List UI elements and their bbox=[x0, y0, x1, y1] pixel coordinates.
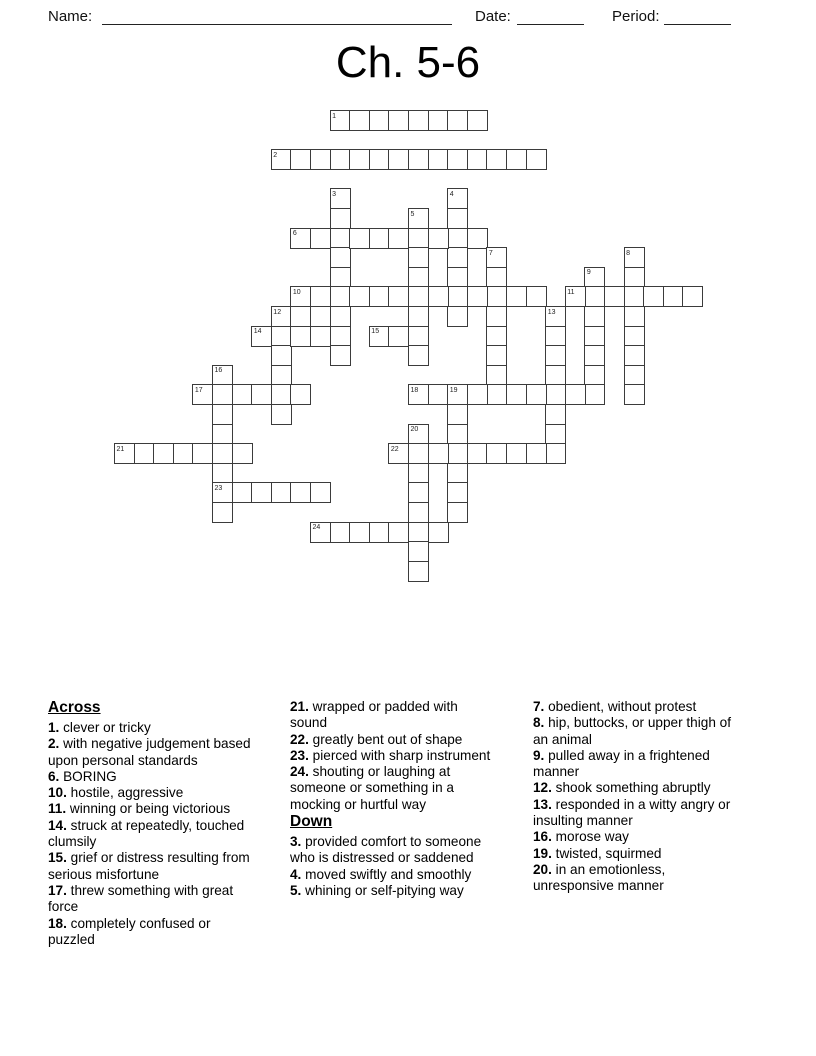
grid-cell[interactable] bbox=[545, 345, 566, 366]
clue-number: 2. bbox=[48, 736, 60, 752]
clue-item: 4. moved swiftly and smoothly bbox=[290, 866, 472, 882]
grid-cell[interactable] bbox=[408, 208, 429, 229]
cell-number: 1 bbox=[332, 112, 336, 120]
grid-cell[interactable] bbox=[486, 326, 507, 347]
clue-number: 4. bbox=[290, 866, 302, 882]
grid-cell[interactable] bbox=[486, 384, 507, 405]
grid-cell[interactable] bbox=[271, 149, 292, 170]
cell-number: 22 bbox=[390, 445, 399, 453]
grid-cell[interactable] bbox=[290, 228, 311, 249]
clue-number: 8. bbox=[533, 715, 545, 731]
clue-item: 12. shook something abruptly bbox=[533, 780, 711, 796]
cell-number: 18 bbox=[410, 386, 419, 394]
clue-number: 20. bbox=[533, 861, 552, 877]
grid-cell[interactable] bbox=[349, 228, 370, 249]
grid-cell[interactable] bbox=[408, 384, 429, 405]
clue-number: 10. bbox=[48, 785, 67, 801]
clue-number: 22. bbox=[290, 731, 309, 747]
grid-cell[interactable] bbox=[271, 404, 292, 425]
clue-item: 8. hip, buttocks, or upper thigh of an animal bbox=[533, 715, 731, 747]
clue-number: 15. bbox=[48, 850, 67, 866]
grid-cell[interactable] bbox=[428, 110, 449, 131]
grid-cell[interactable] bbox=[349, 149, 370, 170]
grid-cell[interactable] bbox=[682, 286, 703, 307]
grid-cell[interactable] bbox=[349, 110, 370, 131]
grid-cell[interactable] bbox=[584, 345, 605, 366]
cell-number: 12 bbox=[273, 308, 282, 316]
grid-cell[interactable] bbox=[428, 443, 449, 464]
clue-item: 19. twisted, squirmed bbox=[533, 845, 662, 861]
grid-cell[interactable] bbox=[428, 286, 449, 307]
clue-number: 11. bbox=[48, 801, 67, 817]
grid-cell[interactable] bbox=[153, 443, 174, 464]
grid-cell[interactable] bbox=[408, 286, 429, 307]
clue-item: 16. morose way bbox=[533, 829, 629, 845]
grid-cell[interactable] bbox=[447, 208, 468, 229]
grid-cell[interactable] bbox=[271, 306, 292, 327]
grid-cell[interactable] bbox=[388, 443, 409, 464]
date-label: Date: bbox=[475, 8, 511, 25]
clue-number: 17. bbox=[48, 882, 67, 898]
grid-cell[interactable] bbox=[212, 365, 233, 386]
grid-cell[interactable] bbox=[271, 326, 292, 347]
grid-cell[interactable] bbox=[428, 522, 449, 543]
clue-item: 7. obedient, without protest bbox=[533, 699, 697, 714]
grid-cell[interactable] bbox=[408, 561, 429, 582]
grid-cell[interactable] bbox=[545, 306, 566, 327]
grid-cell[interactable] bbox=[486, 365, 507, 386]
grid-cell[interactable] bbox=[330, 326, 351, 347]
grid-cell[interactable] bbox=[545, 384, 566, 405]
grid-cell[interactable] bbox=[584, 326, 605, 347]
grid-cell[interactable] bbox=[232, 384, 253, 405]
cell-number: 8 bbox=[626, 249, 630, 257]
clue-number: 18. bbox=[48, 915, 67, 931]
grid-cell[interactable] bbox=[290, 149, 311, 170]
grid-cell[interactable] bbox=[310, 326, 331, 347]
grid-cell[interactable] bbox=[369, 286, 390, 307]
grid-cell[interactable] bbox=[447, 404, 468, 425]
clue-item: 20. in an emotionless, unresponsive manner bbox=[533, 861, 666, 894]
grid-cell[interactable] bbox=[565, 286, 586, 307]
grid-cell[interactable] bbox=[447, 267, 468, 288]
clue-item: 1. clever or tricky bbox=[48, 720, 151, 735]
grid-cell[interactable] bbox=[624, 286, 645, 307]
grid-cell[interactable] bbox=[447, 502, 468, 523]
grid-cell[interactable] bbox=[271, 365, 292, 386]
grid-cell[interactable] bbox=[330, 208, 351, 229]
cell-number: 24 bbox=[312, 524, 321, 532]
grid-cell[interactable] bbox=[271, 384, 292, 405]
cell-number: 11 bbox=[567, 288, 575, 296]
grid-cell[interactable] bbox=[408, 247, 429, 268]
grid-cell[interactable] bbox=[212, 384, 233, 405]
grid-cell[interactable] bbox=[369, 522, 390, 543]
grid-cell[interactable] bbox=[467, 228, 488, 249]
clue-item: 21. wrapped or padded with sound bbox=[290, 699, 458, 731]
grid-cell[interactable] bbox=[408, 424, 429, 445]
clue-item: 18. completely confused or puzzled bbox=[48, 915, 211, 947]
clue-item: 3. provided comfort to someone who is distressed or saddened bbox=[290, 834, 482, 866]
grid-cell[interactable] bbox=[486, 286, 507, 307]
clue-item: 6. BORING bbox=[48, 768, 117, 784]
clue-item: 14. struck at repeatedly, touched clumsily bbox=[48, 817, 245, 850]
grid-cell[interactable] bbox=[467, 110, 488, 131]
name-label: Name: bbox=[48, 8, 93, 25]
clues-column-2 bbox=[290, 699, 491, 899]
across-clues bbox=[48, 720, 256, 948]
down-header: Down bbox=[290, 813, 333, 831]
grid-cell[interactable] bbox=[251, 482, 272, 503]
clue-item: 13. responded in a witty angry or insulting manner bbox=[533, 796, 731, 829]
clue-item: 11. winning or being victorious bbox=[48, 801, 231, 817]
period-label: Period: bbox=[612, 8, 660, 25]
grid-cell[interactable] bbox=[506, 286, 527, 307]
cell-number: 3 bbox=[332, 190, 336, 198]
grid-cell[interactable] bbox=[447, 384, 468, 405]
grid-cell[interactable] bbox=[526, 443, 547, 464]
grid-cell[interactable] bbox=[447, 463, 468, 484]
grid-cell[interactable] bbox=[330, 286, 351, 307]
down-clues-continued bbox=[533, 699, 741, 895]
grid-cell[interactable] bbox=[388, 286, 409, 307]
clue-item: 22. greatly bent out of shape bbox=[290, 731, 463, 747]
grid-cell[interactable] bbox=[212, 463, 233, 484]
grid-cell[interactable] bbox=[212, 424, 233, 445]
grid-cell[interactable] bbox=[212, 502, 233, 523]
grid-cell[interactable] bbox=[310, 149, 331, 170]
grid-cell[interactable] bbox=[467, 149, 488, 170]
clue-number: 13. bbox=[533, 796, 552, 812]
grid-cell[interactable] bbox=[584, 365, 605, 386]
grid-cell[interactable] bbox=[526, 286, 547, 307]
grid-cell[interactable] bbox=[584, 267, 605, 288]
clue-item: 15. grief or distress resulting from serious misfortune bbox=[48, 850, 250, 882]
grid-cell[interactable] bbox=[290, 326, 311, 347]
grid-cell[interactable] bbox=[408, 443, 429, 464]
grid-cell[interactable] bbox=[330, 267, 351, 288]
grid-cell[interactable] bbox=[506, 443, 527, 464]
grid-cell[interactable] bbox=[114, 443, 135, 464]
grid-cell[interactable] bbox=[486, 443, 507, 464]
clue-number: 14. bbox=[48, 817, 67, 833]
grid-cell[interactable] bbox=[545, 404, 566, 425]
clue-number: 19. bbox=[533, 845, 552, 861]
grid-cell[interactable] bbox=[447, 286, 468, 307]
grid-cell[interactable] bbox=[428, 228, 449, 249]
grid-cell[interactable] bbox=[388, 522, 409, 543]
grid-cell[interactable] bbox=[310, 482, 331, 503]
grid-cell[interactable] bbox=[584, 286, 605, 307]
grid-cell[interactable] bbox=[349, 286, 370, 307]
clue-number: 24. bbox=[290, 764, 309, 780]
grid-cell[interactable] bbox=[506, 384, 527, 405]
clue-number: 6. bbox=[48, 768, 60, 784]
grid-cell[interactable] bbox=[643, 286, 664, 307]
grid-cell[interactable] bbox=[467, 384, 488, 405]
grid-cell[interactable] bbox=[408, 463, 429, 484]
clue-number: 9. bbox=[533, 747, 545, 763]
grid-cell[interactable] bbox=[330, 149, 351, 170]
grid-cell[interactable] bbox=[447, 247, 468, 268]
grid-cell[interactable] bbox=[447, 228, 468, 249]
grid-cell[interactable] bbox=[447, 110, 468, 131]
grid-cell[interactable] bbox=[447, 188, 468, 209]
cell-number: 17 bbox=[194, 386, 203, 394]
cell-number: 23 bbox=[214, 484, 223, 492]
clue-number: 5. bbox=[290, 882, 302, 898]
grid-cell[interactable] bbox=[290, 384, 311, 405]
grid-cell[interactable] bbox=[330, 247, 351, 268]
grid-cell[interactable] bbox=[212, 443, 233, 464]
grid-cell[interactable] bbox=[388, 228, 409, 249]
grid-cell[interactable] bbox=[310, 286, 331, 307]
grid-cell[interactable] bbox=[290, 482, 311, 503]
clue-number: 23. bbox=[290, 747, 309, 763]
clues-column-3 bbox=[533, 699, 741, 895]
grid-cell[interactable] bbox=[369, 326, 390, 347]
grid-cell[interactable] bbox=[388, 326, 409, 347]
clue-item: 17. threw something with great force bbox=[48, 882, 234, 915]
grid-cell[interactable] bbox=[486, 149, 507, 170]
grid-cell[interactable] bbox=[408, 228, 429, 249]
grid-cell[interactable] bbox=[526, 384, 547, 405]
grid-cell[interactable] bbox=[349, 522, 370, 543]
grid-cell[interactable] bbox=[408, 306, 429, 327]
grid-cell[interactable] bbox=[447, 149, 468, 170]
grid-cell[interactable] bbox=[173, 443, 194, 464]
clue-number: 1. bbox=[48, 720, 60, 735]
grid-cell[interactable] bbox=[330, 188, 351, 209]
grid-cell[interactable] bbox=[408, 267, 429, 288]
grid-cell[interactable] bbox=[330, 522, 351, 543]
grid-cell[interactable] bbox=[545, 365, 566, 386]
clue-number: 21. bbox=[290, 699, 309, 714]
across-header: Across bbox=[48, 699, 101, 716]
grid-cell[interactable] bbox=[604, 286, 625, 307]
grid-cell[interactable] bbox=[290, 306, 311, 327]
grid-cell[interactable] bbox=[526, 149, 547, 170]
cell-number: 21 bbox=[116, 445, 125, 453]
clue-number: 16. bbox=[533, 829, 552, 845]
down-clues bbox=[290, 834, 491, 899]
grid-cell[interactable] bbox=[428, 149, 449, 170]
grid-cell[interactable] bbox=[369, 110, 390, 131]
clue-item: 2. with negative judgement based upon personal standards bbox=[48, 736, 251, 768]
grid-cell[interactable] bbox=[271, 482, 292, 503]
grid-cell[interactable] bbox=[408, 110, 429, 131]
grid-cell[interactable] bbox=[624, 326, 645, 347]
grid-cell[interactable] bbox=[584, 306, 605, 327]
clue-item: 10. hostile, aggressive bbox=[48, 785, 184, 801]
grid-cell[interactable] bbox=[447, 306, 468, 327]
grid-cell[interactable] bbox=[624, 384, 645, 405]
grid-cell[interactable] bbox=[408, 482, 429, 503]
grid-cell[interactable] bbox=[310, 306, 331, 327]
grid-cell[interactable] bbox=[486, 345, 507, 366]
cell-number: 15 bbox=[371, 328, 380, 336]
grid-cell[interactable] bbox=[408, 541, 429, 562]
grid-cell[interactable] bbox=[388, 110, 409, 131]
across-clues-continued bbox=[290, 699, 491, 813]
grid-cell[interactable] bbox=[408, 149, 429, 170]
grid-cell[interactable] bbox=[310, 522, 331, 543]
grid-cell[interactable] bbox=[408, 345, 429, 366]
grid-cell[interactable] bbox=[212, 404, 233, 425]
grid-cell[interactable] bbox=[486, 247, 507, 268]
grid-cell[interactable] bbox=[545, 424, 566, 445]
grid-cell[interactable] bbox=[290, 286, 311, 307]
grid-cell[interactable] bbox=[369, 149, 390, 170]
cell-number: 7 bbox=[488, 249, 493, 257]
grid-cell[interactable] bbox=[624, 345, 645, 366]
clue-number: 3. bbox=[290, 834, 302, 850]
clue-number: 12. bbox=[533, 780, 552, 796]
grid-cell[interactable] bbox=[624, 267, 645, 288]
grid-cell[interactable] bbox=[467, 286, 488, 307]
grid-cell[interactable] bbox=[428, 384, 449, 405]
grid-cell[interactable] bbox=[467, 443, 488, 464]
cell-number: 5 bbox=[410, 210, 415, 218]
cell-number: 9 bbox=[586, 269, 591, 277]
clue-item: 5. whining or self-pitying way bbox=[290, 882, 464, 898]
clue-item: 9. pulled away in a frightened manner bbox=[533, 747, 710, 780]
grid-cell[interactable] bbox=[506, 149, 527, 170]
cell-number: 13 bbox=[547, 308, 556, 316]
grid-cell[interactable] bbox=[584, 384, 605, 405]
clue-item: 24. shouting or laughing at someone or something in a mocking or hurtful way bbox=[290, 764, 454, 812]
grid-cell[interactable] bbox=[447, 424, 468, 445]
grid-cell[interactable] bbox=[624, 306, 645, 327]
grid-cell[interactable] bbox=[388, 149, 409, 170]
grid-cell[interactable] bbox=[565, 384, 586, 405]
grid-cell[interactable] bbox=[369, 228, 390, 249]
clue-item: 23. pierced with sharp instrument bbox=[290, 747, 491, 763]
grid-cell[interactable] bbox=[447, 443, 468, 464]
grid-cell[interactable] bbox=[330, 110, 351, 131]
grid-cell[interactable] bbox=[447, 482, 468, 503]
clues-column-1 bbox=[48, 699, 256, 948]
grid-cell[interactable] bbox=[232, 482, 253, 503]
grid-cell[interactable] bbox=[408, 326, 429, 347]
cell-number: 19 bbox=[449, 386, 458, 394]
grid-cell[interactable] bbox=[310, 228, 331, 249]
cell-number: 20 bbox=[410, 426, 419, 434]
cell-number: 10 bbox=[292, 288, 301, 296]
grid-cell[interactable] bbox=[232, 443, 253, 464]
cell-number: 2 bbox=[273, 151, 278, 159]
grid-cell[interactable] bbox=[271, 345, 292, 366]
clue-number: 7. bbox=[533, 699, 545, 714]
grid-cell[interactable] bbox=[624, 365, 645, 386]
grid-cell[interactable] bbox=[251, 384, 272, 405]
grid-cell[interactable] bbox=[330, 228, 351, 249]
grid-cell[interactable] bbox=[192, 443, 213, 464]
cell-number: 16 bbox=[214, 367, 223, 375]
grid-cell[interactable] bbox=[545, 326, 566, 347]
grid-cell[interactable] bbox=[408, 502, 429, 523]
grid-cell[interactable] bbox=[134, 443, 155, 464]
cell-number: 4 bbox=[449, 190, 454, 198]
grid-cell[interactable] bbox=[545, 443, 566, 464]
grid-cell[interactable] bbox=[486, 306, 507, 327]
grid-cell[interactable] bbox=[251, 326, 272, 347]
cell-number: 6 bbox=[292, 230, 297, 238]
grid-cell[interactable] bbox=[192, 384, 213, 405]
grid-cell[interactable] bbox=[624, 247, 645, 268]
grid-cell[interactable] bbox=[212, 482, 233, 503]
grid-cell[interactable] bbox=[330, 345, 351, 366]
grid-cell[interactable] bbox=[330, 306, 351, 327]
grid-cell[interactable] bbox=[663, 286, 684, 307]
grid-cell[interactable] bbox=[486, 267, 507, 288]
puzzle-title: Ch. 5-6 bbox=[335, 38, 481, 87]
grid-cell[interactable] bbox=[408, 522, 429, 543]
cell-number: 14 bbox=[253, 328, 262, 336]
